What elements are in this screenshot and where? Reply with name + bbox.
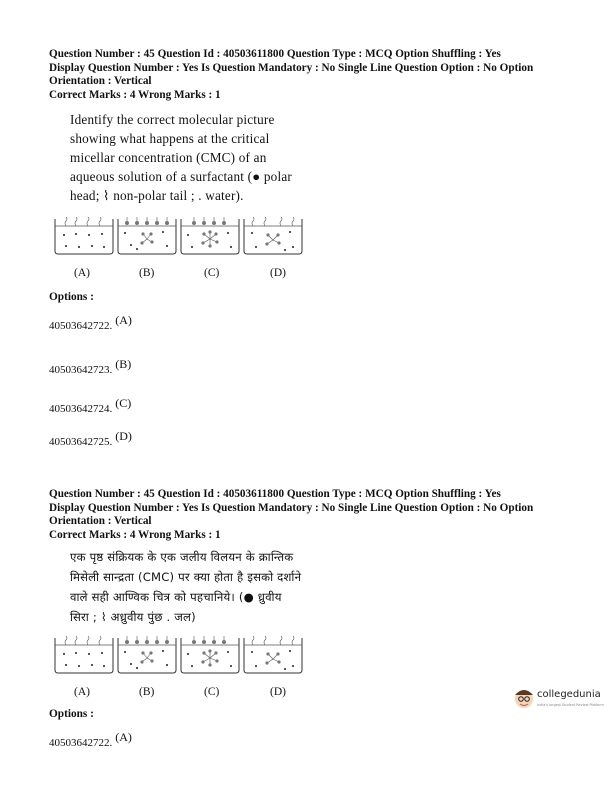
q2-header-line3: Orientation : Vertical (49, 515, 152, 527)
q2-options-label: Options : (49, 708, 94, 720)
option-value: (B) (115, 357, 132, 371)
q2-figure-label-c: (C) (204, 686, 220, 698)
q1-marks: Correct Marks : 4 Wrong Marks : 1 (49, 88, 221, 101)
q2-marks: Correct Marks : 4 Wrong Marks : 1 (49, 528, 221, 541)
q1-header-line2: Display Question Number : Yes Is Question Mandatory : No Single Line Question Option : No Option (49, 61, 534, 74)
q2-header (49, 488, 589, 542)
q1-text-line: showing what happens at the critical (70, 131, 270, 146)
q1-options-label: Options : (49, 291, 94, 303)
q1-text-line: micellar concentration (CMC) of an (70, 150, 267, 165)
q2-text-line: एक पृष्ठ संक्रियक के एक जलीय विलयन के क्रान्तिक (70, 550, 294, 564)
q1-text-line: aqueous solution of a surfactant (● polar (70, 169, 292, 184)
q2-question-text (70, 547, 330, 627)
q1-figure-label-c: (C) (204, 267, 220, 279)
q1-header-line1: Question Number : 45 Question Id : 40503611800 Question Type : MCQ Option Shuffling : Yes (49, 48, 501, 60)
q2-beaker-d-figure (243, 636, 303, 674)
option-id: 40503642723. (49, 364, 113, 376)
q1-option-2[interactable] (49, 357, 132, 377)
q2-figure-label-a: (A) (74, 686, 90, 698)
q1-figure-label-b: (B) (139, 267, 155, 279)
q2-figure-label-b: (B) (139, 686, 155, 698)
option-value: (A) (115, 313, 132, 327)
option-value: (D) (115, 429, 132, 443)
q1-figure-label-d: (D) (270, 267, 286, 279)
q1-beaker-a-figure (54, 217, 114, 255)
q1-text-line: head; ⌇ non-polar tail ; . water). (70, 188, 244, 203)
q2-text-line: सिरा ; ⌇ अध्रुवीय पुंछ . जल) (70, 610, 196, 624)
q2-text-line: मिसेली सान्द्रता (CMC) पर क्या होता है इसको दर्शाने (70, 570, 302, 584)
q2-beaker-a-figure (54, 636, 114, 674)
q2-beaker-c-figure (180, 636, 240, 674)
logo-name: collegedunia (537, 689, 601, 700)
q1-beaker-b-figure (117, 217, 177, 255)
q2-text-line: वाले सही आण्विक चित्र को पहचानिये। (● ध्रुवीय (70, 590, 282, 604)
option-value: (C) (115, 396, 132, 410)
q2-option-1[interactable] (49, 730, 132, 750)
q1-option-4[interactable] (49, 429, 132, 449)
q1-figure-label-a: (A) (74, 267, 90, 279)
logo-tagline: India's largest Student Review Platform (537, 703, 604, 707)
q2-beaker-b-figure (117, 636, 177, 674)
q1-header-line3: Orientation : Vertical (49, 75, 152, 87)
option-id: 40503642724. (49, 403, 113, 415)
q2-figure-label-d: (D) (270, 686, 286, 698)
q2-header-line1: Question Number : 45 Question Id : 40503611800 Question Type : MCQ Option Shuffling : Yes (49, 488, 501, 500)
option-id: 40503642725. (49, 436, 113, 448)
q1-beaker-d-figure (243, 217, 303, 255)
q1-question-text (70, 110, 320, 205)
q2-header-line2: Display Question Number : Yes Is Question Mandatory : No Single Line Question Option : No Option (49, 501, 534, 514)
q1-text-line: Identify the correct molecular picture (70, 112, 275, 127)
q1-beaker-c-figure (180, 217, 240, 255)
option-id: 40503642722. (49, 737, 113, 749)
q1-option-1[interactable] (49, 313, 132, 333)
q1-header (49, 48, 589, 102)
q1-option-3[interactable] (49, 396, 132, 416)
option-value: (A) (115, 730, 132, 744)
option-id: 40503642722. (49, 320, 113, 332)
